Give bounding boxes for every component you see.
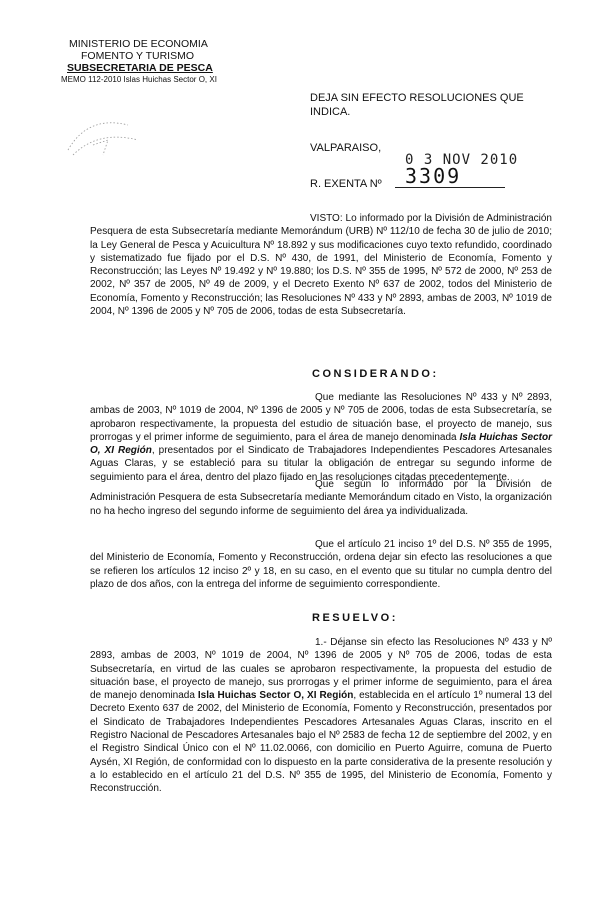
resolution-number: 3309 [405, 164, 462, 188]
visto-section [90, 212, 552, 318]
resuelvo-heading: RESUELVO: [312, 612, 398, 624]
resuelvo-p1-area-name: Isla Huichas Sector O, XI Región [197, 690, 354, 702]
date-stamp: 0 3 NOV 2010 [405, 152, 519, 168]
considerando-p2-text: Que según lo informado por la División de Administración Pesquera de esta Subsecretaría mediante Memorándum citado en Visto, la organización no ha hecho ingreso del segundo informe de seguimiento del área ya individualizada. [90, 479, 552, 517]
considerando-paragraph-2 [90, 478, 552, 518]
faded-seal-stamp [58, 110, 148, 165]
resolution-subject: DEJA SIN EFECTO RESOLUCIONES QUE INDICA. [310, 92, 524, 118]
ministry-header [55, 38, 295, 86]
considerando-p1-area-name: Isla Huichas Sector O, XI Región [90, 431, 552, 457]
resuelvo-p1-text-c: , establecida en el artículo 1º numeral 13 del Decreto Exento 637 de 2002, del Ministerio de Economía, Fomento y Reconstrucción, presentados por el Sindicato de Trabajadores Independientes Pescadores Artesanales Aguas Claras, inscrito en el Registro Nacional de Pescadores Artesanales bajo el Nº 2583 de fecha 12 de septiembre del 2002, y en el Registro Sindical Único con el Nº 11.02.0066, con domicilio en Puerto Aguirre, comuna de Puerto Aysén, XI Región, de conformidad con lo dispuesto en la parte considerativa de la presente resolución y a lo establecido en el artículo 21 del D.S. Nº 355 de 1995, del Ministerio de Economía, Fomento y Reconstrucción. [90, 690, 552, 795]
resolution-label: R. EXENTA Nº [310, 178, 382, 190]
ministry-name: MINISTERIO DE ECONOMIA [69, 38, 208, 50]
resolution-number-underline [395, 187, 505, 188]
place-label: VALPARAISO, [310, 142, 382, 154]
considerando-p3-text: Que el artículo 21 inciso 1º del D.S. Nº 355 de 1995, del Ministerio de Economía, Fomento y Reconstrucción, ordena dejar sin efecto las resoluciones a que se refieren los artículos 12 inciso 2º y 18, en su caso, en el evento que su titular no cumpla dentro del plazo de dos años, con la entrega del informe de seguimiento correspondiente. [90, 539, 552, 590]
memo-reference: MEMO 112-2010 Islas Huichas Sector O, XI [61, 75, 217, 84]
considerando-paragraph-3 [90, 538, 552, 591]
considerando-p1-text-c: , presentados por el Sindicato de Trabajadores Independientes Pescadores Artesanales Aguas Claras, y se estableció para su titular la obligación de entregar su segundo informe de seguimiento para el área, dentro del plazo fijado en las resoluciones citadas precedentemente. [90, 445, 552, 483]
considerando-paragraph-1 [90, 391, 552, 484]
considerando-p1-text-a: Que mediante las Resoluciones Nº 433 y Nº 2893, ambas de 2003, Nº 1019 de 2004, Nº 1396 de 2005 y Nº 705 de 2006, todas de esta Subsecretaría, se aprobaron respectivamente, la propuesta del estudio de situación base, el proyecto de manejo, sus prorrogas y el primer informe de seguimiento, para el área de manejo denominada [90, 392, 552, 443]
visto-label: VISTO: [310, 213, 343, 224]
ministry-subname: FOMENTO Y TURISMO [81, 50, 194, 62]
resuelvo-paragraph-1 [90, 636, 552, 796]
considerando-heading: CONSIDERANDO: [312, 368, 439, 380]
resuelvo-p1-text-a: 1.- Déjanse sin efecto las Resoluciones Nº 433 y Nº 2893, ambas de 2003, Nº 1019 de 2004, Nº 1396 de 2005 y Nº 705 de 2006, todas de esta Subsecretaría, en virtud de las cuales se aprobaron respectivamente, la propuesta del estudio de situación base, el proyecto de manejo, sus prorrogas y el primer informe de seguimiento, para el área de manejo denominada [90, 637, 552, 702]
subsecretary-name: SUBSECRETARIA DE PESCA [67, 62, 213, 74]
visto-text: Lo informado por la División de Administración Pesquera de esta Subsecretaría mediante Memorándum (URB) Nº 112/10 de fecha 30 de julio de 2010; la Ley General de Pesca y Acuicultura Nº 18.892 y sus modificaciones cuyo texto refundido, coordinado y sistematizado fue fijado por el D.S. Nº 430, de 1991, del Ministerio de Economía, Fomento y Reconstrucción; las Leyes Nº 19.492 y Nº 19.880; los D.S. Nº 355 de 1995, Nº 572 de 2000, Nº 253 de 2002, Nº 357 de 2005, Nº 49 de 2009, y el Decreto Exento Nº 637 de 2002, todos del Ministerio de Economía, Fomento y Reconstrucción; las Resoluciones Nº 433 y Nº 2893, ambas de 2003, Nº 1019 de 2004, Nº 1396 de 2005 y Nº 705 de 2006, todas de esta Subsecretaría. [90, 213, 552, 318]
